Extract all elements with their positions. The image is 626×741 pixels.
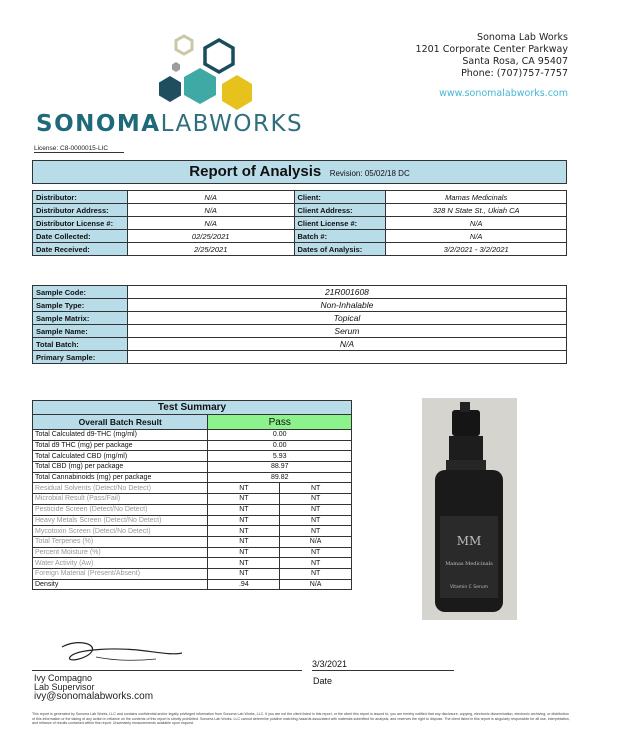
summary-row xyxy=(33,451,352,462)
sample-label: Total Batch: xyxy=(33,338,128,351)
signature-line xyxy=(32,670,302,671)
summary-row xyxy=(33,536,352,547)
summary-limit-value: N/A xyxy=(280,536,352,547)
logo-wordmark-bold: SONOMA xyxy=(36,111,161,137)
disclaimer-text: This report is generated by Sonoma Lab Works, LLC and contains confidential and/or legally privileged information from Sonoma Lab Works, LLC. If you are not the client listed in this report, or the client this report is issued to, you are hereby notified that any disclosure, copying, electronic dissemination, electronic archiving, or distribution of this information or the taking of any action in reliance on the contents of this report is strictly prohibited. Sonoma Lab Works, LLC cannot determine positive matching hazards associated with materials submitted for analysis, and reserves the right to dispose. The client listed in this report is singularly responsible for all use, interpretation, and reliance of results contained within this report. Uncertainty measurements available upon request. xyxy=(32,712,570,725)
sample-row xyxy=(33,312,567,325)
sample-row xyxy=(33,325,567,338)
sample-label: Sample Type: xyxy=(33,299,128,312)
sample-value: Serum xyxy=(127,325,566,338)
summary-limit-value: NT xyxy=(280,526,352,537)
lab-address-line2: Santa Rosa, CA 95407 xyxy=(462,56,568,67)
info-value: N/A xyxy=(386,217,567,230)
info-row xyxy=(33,217,567,230)
sample-label: Primary Sample: xyxy=(33,351,128,364)
info-label: Distributor: xyxy=(33,191,128,204)
summary-row xyxy=(33,462,352,473)
summary-row xyxy=(33,568,352,579)
summary-limit-value: NT xyxy=(280,483,352,494)
signature-image xyxy=(56,637,186,669)
summary-row xyxy=(33,526,352,537)
info-value: N/A xyxy=(127,191,294,204)
serum-bottle-image xyxy=(422,398,517,620)
sample-label: Sample Name: xyxy=(33,325,128,338)
sign-date-value: 3/3/2021 xyxy=(312,659,348,669)
info-label: Dates of Analysis: xyxy=(294,243,386,256)
summary-result-value: 88.97 xyxy=(208,462,352,473)
distributor-client-table xyxy=(32,190,567,256)
info-value: 02/25/2021 xyxy=(127,230,294,243)
summary-analyte-name: Residual Solvents (Detect/No Detect) xyxy=(33,483,208,494)
summary-row xyxy=(33,472,352,483)
summary-limit-value: N/A xyxy=(280,579,352,590)
summary-row xyxy=(33,440,352,451)
signer-block xyxy=(34,674,153,701)
overall-batch-result-value: Pass xyxy=(208,415,352,430)
info-value: N/A xyxy=(127,204,294,217)
sample-value: 21R001608 xyxy=(127,286,566,299)
summary-result-value: NT xyxy=(208,536,280,547)
summary-result-value: 0.00 xyxy=(208,440,352,451)
lab-name: Sonoma Lab Works xyxy=(477,32,568,43)
signer-email[interactable]: ivy@sonomalabworks.com xyxy=(34,691,154,702)
info-value: Mamas Medicinals xyxy=(386,191,567,204)
summary-analyte-name: Percent Moisture (%) xyxy=(33,547,208,558)
summary-row xyxy=(33,579,352,590)
summary-result-value: 5.93 xyxy=(208,451,352,462)
summary-row xyxy=(33,504,352,515)
report-revision: Revision: 05/02/18 DC xyxy=(329,169,410,178)
summary-limit-value: NT xyxy=(280,494,352,505)
logo-wordmark xyxy=(36,111,303,137)
lab-website-link[interactable]: www.sonomalabworks.com xyxy=(439,88,568,99)
lab-address-line1: 1201 Corporate Center Parkway xyxy=(415,44,568,55)
sample-value: Non-Inhalable xyxy=(127,299,566,312)
summary-analyte-name: Density xyxy=(33,579,208,590)
summary-result-value: NT xyxy=(208,504,280,515)
info-label: Client: xyxy=(294,191,386,204)
info-label: Client Address: xyxy=(294,204,386,217)
sample-label: Sample Code: xyxy=(33,286,128,299)
report-title-bar xyxy=(32,160,567,184)
summary-analyte-name: Total d9 THC (mg) per package xyxy=(33,440,208,451)
summary-row xyxy=(33,430,352,441)
summary-result-value: NT xyxy=(208,568,280,579)
sign-date-label: Date xyxy=(313,676,333,686)
info-label: Date Received: xyxy=(33,243,128,256)
summary-result-value: NT xyxy=(208,558,280,569)
sample-label: Sample Matrix: xyxy=(33,312,128,325)
summary-analyte-name: Total Terpenes (%) xyxy=(33,536,208,547)
info-label: Client License #: xyxy=(294,217,386,230)
sample-info-table xyxy=(32,285,567,364)
sample-row xyxy=(33,286,567,299)
info-label: Date Collected: xyxy=(33,230,128,243)
report-title: Report of Analysis xyxy=(189,163,322,180)
info-row xyxy=(33,204,567,217)
sample-row xyxy=(33,351,567,364)
summary-limit-value: NT xyxy=(280,568,352,579)
info-label: Distributor License #: xyxy=(33,217,128,230)
info-label: Distributor Address: xyxy=(33,204,128,217)
summary-row xyxy=(33,494,352,505)
summary-limit-value: NT xyxy=(280,504,352,515)
summary-analyte-name: Microbial Result (Pass/Fail) xyxy=(33,494,208,505)
summary-analyte-name: Total CBD (mg) per package xyxy=(33,462,208,473)
summary-analyte-name: Total Calculated CBD (mg/ml) xyxy=(33,451,208,462)
signer-name: Ivy Compagno xyxy=(34,673,93,683)
info-label: Batch #: xyxy=(294,230,386,243)
summary-row xyxy=(33,483,352,494)
info-value: N/A xyxy=(386,230,567,243)
sample-row xyxy=(33,338,567,351)
lab-address-block xyxy=(416,32,568,100)
bottle-brand-label: Mamas Medicinals xyxy=(445,561,493,567)
sample-value: N/A xyxy=(127,338,566,351)
summary-result-value: NT xyxy=(208,494,280,505)
summary-analyte-name: Total Calculated d9-THC (mg/ml) xyxy=(33,430,208,441)
summary-result-value: NT xyxy=(208,483,280,494)
summary-analyte-name: Foreign Material (Present/Absent) xyxy=(33,568,208,579)
logo-wordmark-light: LABWORKS xyxy=(160,111,304,137)
summary-analyte-name: Heavy Metals Screen (Detect/No Detect) xyxy=(33,515,208,526)
summary-row xyxy=(33,515,352,526)
summary-row xyxy=(33,558,352,569)
signer-title: Lab Supervisor xyxy=(34,682,95,692)
summary-result-value: 0.00 xyxy=(208,430,352,441)
info-row xyxy=(33,191,567,204)
lab-phone: Phone: (707)757-7757 xyxy=(461,68,568,79)
license-number: License: C8-0000015-LIC xyxy=(34,145,124,153)
info-row xyxy=(33,230,567,243)
info-value: 2/25/2021 xyxy=(127,243,294,256)
date-line xyxy=(312,670,454,671)
sample-value: Topical xyxy=(127,312,566,325)
bottle-product-label: Vitamin C Serum xyxy=(450,585,488,590)
info-row xyxy=(33,243,567,256)
summary-row xyxy=(33,547,352,558)
test-summary-title: Test Summary xyxy=(33,401,352,415)
summary-analyte-name: Mycotoxin Screen (Detect/No Detect) xyxy=(33,526,208,537)
summary-analyte-name: Water Activity (Aw) xyxy=(33,558,208,569)
summary-result-value: .94 xyxy=(208,579,280,590)
summary-analyte-name: Total Cannabinoids (mg) per package xyxy=(33,472,208,483)
svg-text:MM: MM xyxy=(456,534,482,548)
summary-result-value: 89.82 xyxy=(208,472,352,483)
summary-limit-value: NT xyxy=(280,515,352,526)
summary-analyte-name: Pesticide Screen (Detect/No Detect) xyxy=(33,504,208,515)
summary-limit-value: NT xyxy=(280,558,352,569)
info-value: N/A xyxy=(127,217,294,230)
sample-row xyxy=(33,299,567,312)
product-photo xyxy=(422,398,517,620)
overall-batch-result-label: Overall Batch Result xyxy=(33,415,208,430)
test-summary-table xyxy=(32,400,352,590)
summary-result-value: NT xyxy=(208,515,280,526)
summary-limit-value: NT xyxy=(280,547,352,558)
info-value: 3/2/2021 - 3/2/2021 xyxy=(386,243,567,256)
summary-result-value: NT xyxy=(208,547,280,558)
info-value: 328 N State St., Ukiah CA xyxy=(386,204,567,217)
sample-value xyxy=(127,351,566,364)
summary-result-value: NT xyxy=(208,526,280,537)
